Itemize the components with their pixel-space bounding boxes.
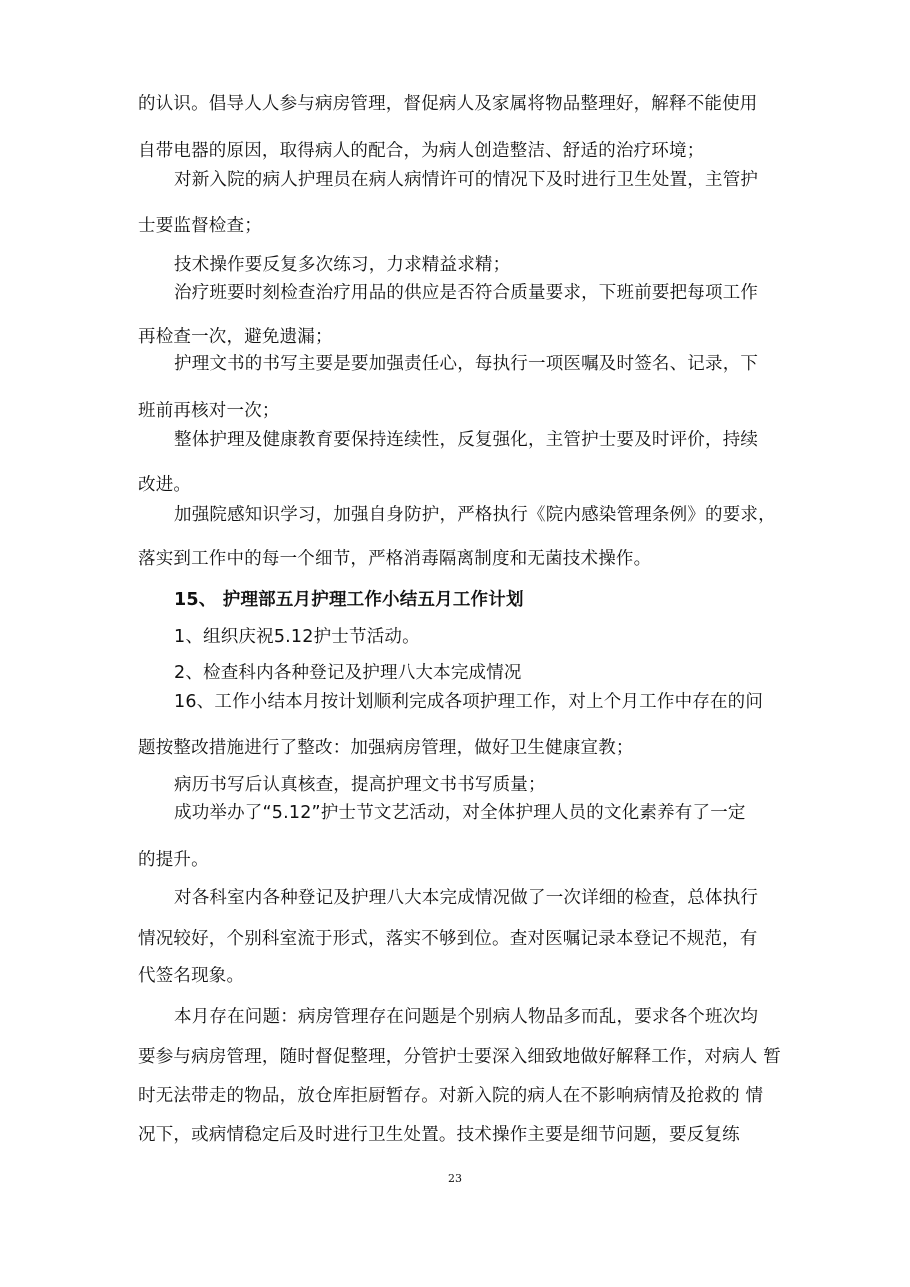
- text-line: 代签名现象。: [138, 966, 245, 986]
- text-line: 对各科室内各种登记及护理八大本完成情况做了一次详细的检查，总体执行: [174, 888, 759, 908]
- text-line: 本月存在问题：病房管理存在问题是个别病人物品多而乱，要求各个班次均: [174, 1007, 759, 1027]
- text-line: 自带电器的原因，取得病人的配合，为病人创造整洁、舒适的治疗环境；: [138, 141, 705, 161]
- text-line: 护理文书的书写主要是要加强责任心，每执行一项医嘱及时签名、记录，下: [174, 354, 759, 374]
- text-line: 16、工作小结本月按计划顺利完成各项护理工作，对上个月工作中存在的问: [174, 692, 764, 712]
- text-line: 情况较好，个别科室流于形式，落实不够到位。查对医嘱记录本登记不规范，有: [138, 929, 758, 949]
- text-line: 成功举办了“5.12”护士节文艺活动，对全体护理人员的文化素养有了一定: [174, 803, 746, 823]
- text-line: 加强院感知识学习，加强自身防护，严格执行《院内感染管理条例》的要求，: [174, 505, 776, 525]
- text-line: 时无法带走的物品，放仓库拒厨暂存。对新入院的病人在不影响病情及抢救的 情: [138, 1086, 764, 1106]
- section-heading: 15、 护理部五月护理工作小结五月工作计划: [174, 590, 524, 610]
- text-line: 要参与病房管理，随时督促整理，分管护士要深入细致地做好解释工作，对病人 暂: [138, 1047, 781, 1067]
- text-line: 题按整改措施进行了整改：加强病房管理，做好卫生健康宣教；: [138, 738, 634, 758]
- list-item: 2、检查科内各种登记及护理八大本完成情况: [174, 663, 522, 683]
- text-line: 的认识。倡导人人参与病房管理，督促病人及家属将物品整理好，解释不能使用: [138, 94, 758, 114]
- text-line: 的提升。: [138, 850, 209, 870]
- text-line: 再检查一次，避免遗漏；: [138, 327, 333, 347]
- text-line: 落实到工作中的每一个细节，严格消毒隔离制度和无菌技术操作。: [138, 549, 652, 569]
- text-line: 病历书写后认真核查，提高护理文书书写质量；: [174, 775, 546, 795]
- text-line: 士要监督检查；: [138, 216, 262, 236]
- text-line: 治疗班要时刻检查治疗用品的供应是否符合质量要求，下班前要把每项工作: [174, 283, 759, 303]
- page-number: 23: [448, 1172, 462, 1185]
- text-line: 技术操作要反复多次练习，力求精益求精；: [174, 255, 511, 275]
- text-line: 班前再核对一次；: [138, 401, 280, 421]
- text-line: 况下，或病情稳定后及时进行卫生处置。技术操作主要是细节问题，要反复练: [138, 1125, 740, 1145]
- text-line: 对新入院的病人护理员在病人病情许可的情况下及时进行卫生处置，主管护: [174, 170, 759, 190]
- text-line: 整体护理及健康教育要保持连续性，反复强化，主管护士要及时评价，持续: [174, 430, 759, 450]
- text-line: 改进。: [138, 475, 192, 495]
- list-item: 1、组织庆祝5.12护士节活动。: [174, 627, 420, 647]
